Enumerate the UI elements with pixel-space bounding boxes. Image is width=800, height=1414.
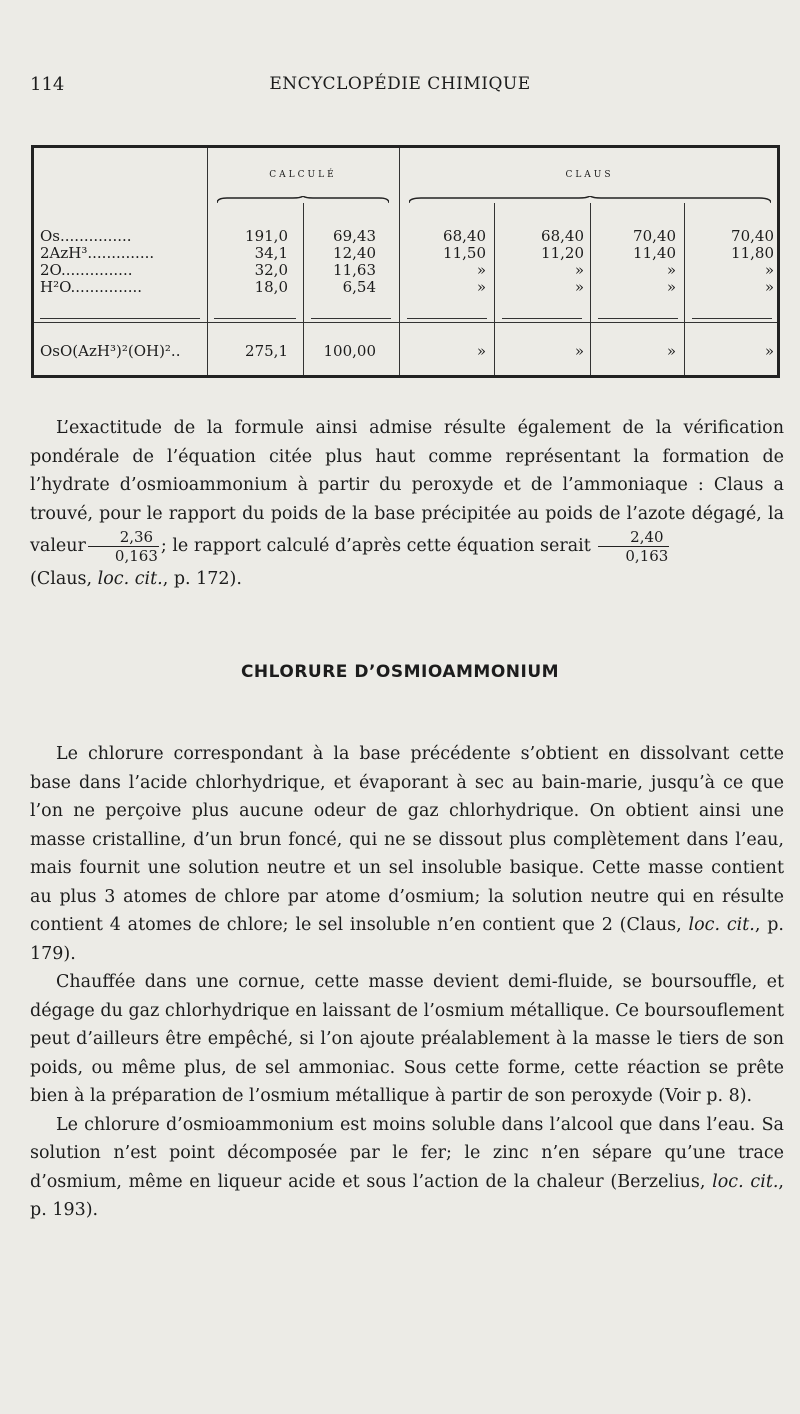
group-header-calcule: CALCULÉ — [269, 170, 337, 180]
analysis-table — [31, 145, 780, 378]
table-row: H²O............... 18,0 6,54 » » » » — [40, 278, 774, 296]
fraction: $\frac{2,36}{0,163}$ — [88, 528, 159, 565]
page-number: 114 — [30, 74, 65, 95]
paragraph: Le chlorure correspondant à la base précédente s’obtient en dissolvant cette base dans l’acide chlorhydrique, et évaporant à sec au bain-marie, jusqu’à ce que l’on ne perçoive plus aucune odeur de gaz chlorhydrique. On obtient ainsi une masse cristalline, d’un brun foncé, qui ne se dissout plus complètement dans l’eau, mais fournit une solution neutre et un sel insoluble basique. Cette masse contient au plus 3 atomes de chlore par atome d’osmium; la solution neutre qui en résulte contient 4 atomes de chlore; le sel insoluble n’en contient que 2 (Claus, loc. cit., p. 179). — [30, 744, 784, 964]
table-row: Os............... 191,0 69,43 68,40 68,40 70,40 70,40 — [40, 227, 774, 245]
rule-line — [214, 318, 296, 319]
rule-line — [407, 318, 487, 319]
rule-line — [40, 318, 200, 319]
paragraph: Chauffée dans une cornue, cette masse devient demi-fluide, se boursouffle, et dégage du gaz chlorhydrique en laissant de l’osmium métallique. Ce boursouflement peut d’ailleurs être empêché, si l’on ajoute préalablement à la masse le tiers de son poids, ou même plus, de sel ammoniac. Sous cette forme, cette réaction se prête bien à la préparation de l’osmium métallique à partir de son peroxyde (Voir p. 8). — [30, 972, 784, 1106]
rule-line — [598, 318, 678, 319]
table-row: 2AzH³.............. 34,1 12,40 11,50 11,20 11,40 11,80 — [40, 244, 774, 262]
total-separator — [34, 322, 777, 323]
rule-line — [692, 318, 772, 319]
rule-line — [502, 318, 582, 319]
calcule-brace — [217, 196, 389, 204]
paragraph: Le chlorure d’osmioammonium est moins soluble dans l’alcool que dans l’eau. Sa solution n’est point décomposée par le fer; le zinc n’en sépare qu’une trace d’osmium, même en liqueur acide et sous l’action de la chaleur (Berzelius, loc. cit., p. 193). — [30, 1114, 784, 1220]
fraction: $\frac{2,40}{0,163}$ — [598, 528, 669, 565]
running-title: ENCYCLOPÉDIE CHIMIQUE — [269, 74, 531, 94]
group-header-claus: CLAUS — [565, 170, 614, 180]
claus-brace — [409, 196, 771, 204]
rule-line — [311, 318, 391, 319]
table-row: 2O............... 32,0 11,63 » » » » — [40, 261, 774, 279]
section-title: CHLORURE D’OSMIOAMMONIUM — [240, 662, 560, 682]
body-text — [30, 740, 784, 1225]
table-total-row: OsO(AzH³)²(OH)².. 275,1 100,00 » » » » — [40, 342, 774, 360]
paragraph-formula: L’exactitude de la formule ainsi admise résulte également de la vérification pondérale de l’équation citée plus haut comme représentant la formation de l’hydrate d’osmioammonium à partir du peroxyde et de l’ammoniaque : Claus a trouvé, pour le rapport du poids de la base précipitée au poids de l’azote dégagé, la valeur $\frac{2,36}{0,163}$ ; le rapport calculé d’après cette équation serait $\frac{2,40}{0,163}$ (Claus, loc. cit., p. 172). — [30, 418, 784, 589]
